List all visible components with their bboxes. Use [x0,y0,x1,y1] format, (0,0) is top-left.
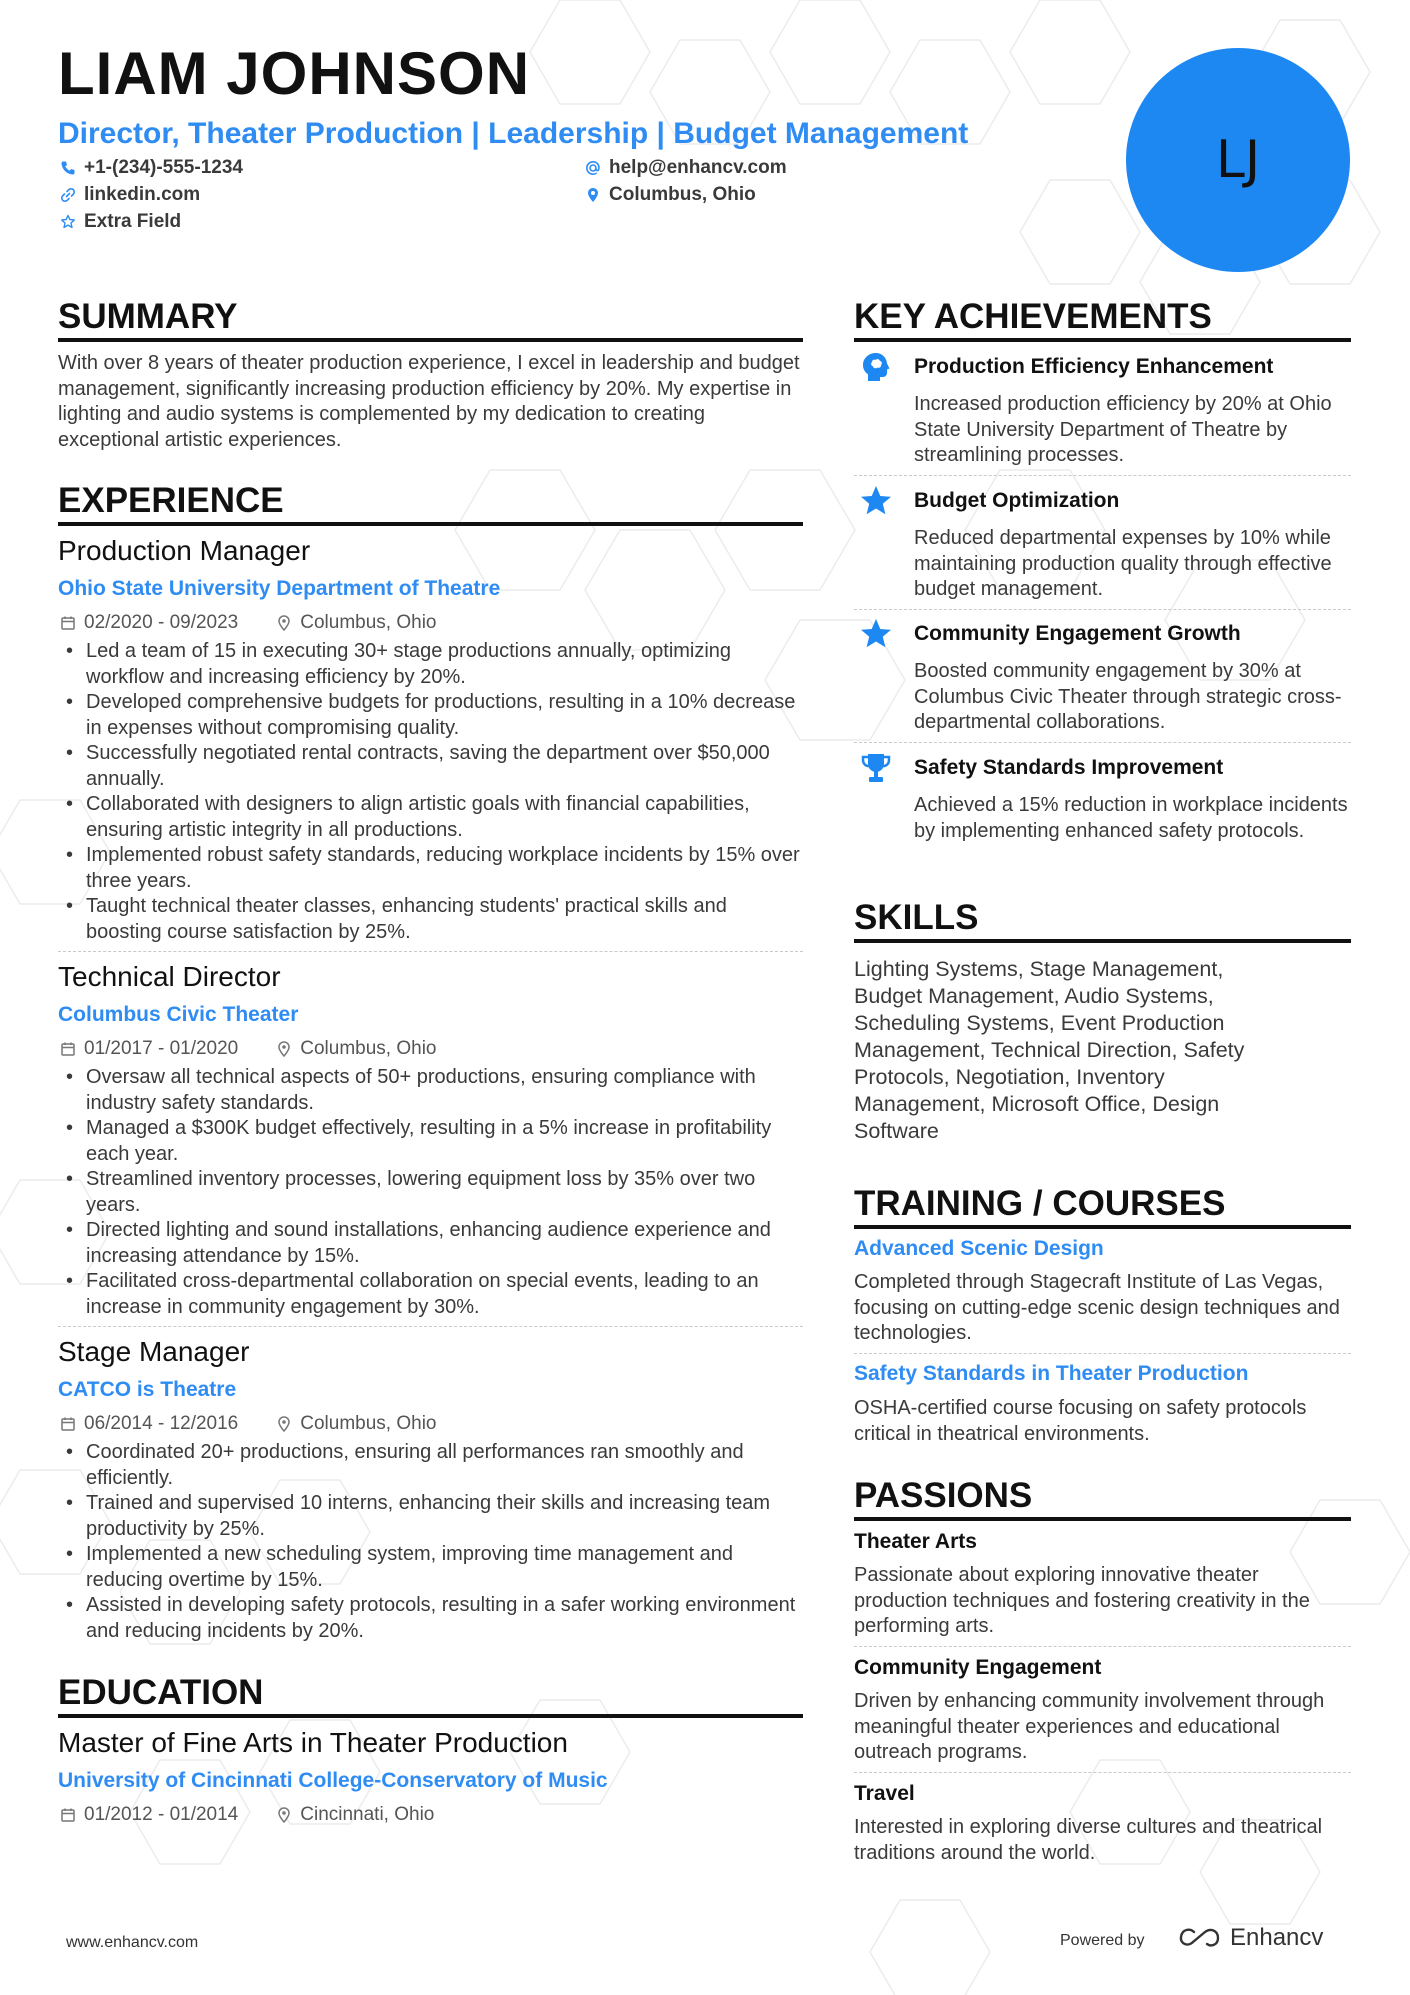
star-outline-icon [60,214,76,230]
skills-text: Lighting Systems, Stage Management, Budget Management, Audio Systems, Scheduling Systems, Event Production Management, Technical Direction, Safety Protocols, Negotiation, Inventory Management, Microsoft Office, Design Software [854,957,1245,1143]
achievement-title: Budget Optimization [914,489,1120,512]
trophy-icon [859,751,893,785]
linkedin-text: linkedin.com [84,184,201,205]
extra-field-text: Extra Field [84,211,182,232]
achievement-separator [854,609,1351,610]
calendar-icon [60,1041,76,1057]
training-heading: TRAINING / COURSES [854,1184,1226,1223]
experience-heading: EXPERIENCE [58,481,284,520]
passions-divider [854,1517,1351,1521]
skills-divider [854,939,1351,943]
passion-title: Theater Arts [854,1530,977,1553]
map-pin-icon [276,1807,292,1823]
passion-separator [854,1646,1351,1647]
map-pin-icon [276,1416,292,1432]
job-meta [60,1413,436,1435]
job-location: Columbus, Ohio [300,1038,437,1059]
brain-head-icon [859,350,893,384]
email-contact[interactable] [585,157,787,179]
summary-heading: SUMMARY [58,297,238,336]
job-bullet: • Developed comprehensive budgets for productions, resulting in a 10% decrease in expenses without compromising quality. [58,690,803,741]
job-bullet: • Taught technical theater classes, enhancing students' practical skills and boosting course satisfaction by 25%. [58,894,803,945]
course-title[interactable]: Advanced Scenic Design [854,1237,1104,1260]
map-pin-icon [585,187,601,203]
achievements-heading: KEY ACHIEVEMENTS [854,297,1212,336]
passion-text: Passionate about exploring innovative theater production techniques and fostering creativity in the performing arts. [854,1564,1310,1637]
passion-separator [854,1772,1351,1773]
job-meta [60,1038,436,1060]
job-bullet: • Managed a $300K budget effectively, resulting in a 5% increase in profitability each year. [58,1116,803,1167]
skills-heading: SKILLS [854,898,979,937]
job-bullet: • Coordinated 20+ productions, ensuring all performances ran smoothly and efficiently. [58,1440,803,1491]
summary-text: With over 8 years of theater production experience, I excel in leadership and budget management, significantly increasing production efficiency by 20%. My expertise in lighting and audio systems is complemented by my dedication to creating exceptional artistic experiences. [58,352,800,451]
job-bullet: • Led a team of 15 in executing 30+ stage productions annually, optimizing workflow and increasing efficiency by 20%. [58,639,803,690]
star-icon [859,484,893,518]
job-bullets [58,639,803,945]
course-text: OSHA-certified course focusing on safety protocols critical in theatrical environments. [854,1397,1307,1445]
job-bullets [58,1065,803,1320]
phone-text: +1-(234)-555-1234 [84,157,243,178]
footer-site-link[interactable]: www.enhancv.com [66,1934,199,1951]
phone-contact[interactable] [60,157,243,179]
passion-text: Driven by enhancing community involvement through meaningful theater experiences and educational outreach programs. [854,1690,1325,1763]
enhancv-brand-text: Enhancv [1230,1924,1324,1951]
job-dates: 06/2014 - 12/2016 [84,1413,239,1434]
achievement-title: Production Efficiency Enhancement [914,355,1274,378]
headline: Director, Theater Production | Leadership | Budget Management [58,117,969,150]
job-company[interactable]: Columbus Civic Theater [58,1003,299,1026]
job-bullet: • Streamlined inventory processes, lowering equipment loss by 35% over two years. [58,1167,803,1218]
job-bullet: • Implemented a new scheduling system, improving time management and reducing overtime by 15%. [58,1542,803,1593]
link-icon [60,187,76,203]
passion-text: Interested in exploring diverse cultures and theatrical traditions around the world. [854,1816,1323,1864]
job-dates: 02/2020 - 09/2023 [84,612,239,633]
location-contact [585,184,756,206]
job-location: Columbus, Ohio [300,1413,437,1434]
education-dates: 01/2012 - 01/2014 [84,1804,239,1825]
achievement-text: Achieved a 15% reduction in workplace incidents by implementing enhanced safety protocols. [914,794,1348,842]
map-pin-icon [276,1041,292,1057]
calendar-icon [60,1416,76,1432]
email-text: help@enhancv.com [609,157,787,178]
enhancv-logo-icon [1178,1926,1222,1950]
achievement-text: Increased production efficiency by 20% at Ohio State University Department of Theatre by streamlining processes. [914,393,1332,466]
job-bullet: • Oversaw all technical aspects of 50+ productions, ensuring compliance with industry safety standards. [58,1065,803,1116]
achievements-divider [854,338,1351,342]
education-degree: Master of Fine Arts in Theater Production [58,1727,568,1758]
job-bullet: • Assisted in developing safety protocols, resulting in a safer working environment and reducing incidents by 20%. [58,1593,803,1644]
job-separator [58,951,803,952]
achievement-separator [854,475,1351,476]
job-dates: 01/2017 - 01/2020 [84,1038,239,1059]
job-role: Stage Manager [58,1336,250,1367]
passion-title: Community Engagement [854,1656,1102,1679]
job-location: Columbus, Ohio [300,612,437,633]
job-role: Production Manager [58,535,311,566]
candidate-name: LIAM JOHNSON [58,40,531,107]
education-location: Cincinnati, Ohio [300,1804,435,1825]
achievement-separator [854,742,1351,743]
education-meta [60,1804,434,1826]
achievement-title: Safety Standards Improvement [914,756,1224,779]
education-heading: EDUCATION [58,1673,264,1712]
job-company[interactable]: CATCO is Theatre [58,1378,237,1401]
map-pin-icon [276,615,292,631]
experience-divider [58,522,803,526]
at-sign-icon [585,160,601,176]
job-meta [60,612,436,634]
phone-icon [60,160,76,176]
job-bullets [58,1440,803,1644]
summary-divider [58,338,803,342]
job-bullet: • Implemented robust safety standards, reducing workplace incidents by 15% over three years. [58,843,803,894]
course-separator [854,1353,1351,1354]
star-icon [859,617,893,651]
powered-by-label: Powered by [1060,1932,1145,1949]
passions-heading: PASSIONS [854,1476,1033,1515]
education-divider [58,1714,803,1718]
extra-field-contact [60,211,181,233]
education-school[interactable]: University of Cincinnati College-Conservatory of Music [58,1769,608,1792]
achievement-text: Boosted community engagement by 30% at Columbus Civic Theater through strategic cross-departmental collaborations. [914,660,1342,733]
job-bullet: • Facilitated cross-departmental collaboration on special events, leading to an increase in community engagement by 30%. [58,1269,803,1320]
achievement-text: Reduced departmental expenses by 10% while maintaining production quality through effective budget management. [914,527,1332,600]
calendar-icon [60,1807,76,1823]
location-text: Columbus, Ohio [609,184,756,205]
achievement-title: Community Engagement Growth [914,622,1241,645]
job-bullet: • Collaborated with designers to align artistic goals with financial capabilities, ensuring artistic integrity in all productions. [58,792,803,843]
job-role: Technical Director [58,961,281,992]
job-separator [58,1326,803,1327]
job-bullet: • Successfully negotiated rental contracts, saving the department over $50,000 annually. [58,741,803,792]
calendar-icon [60,615,76,631]
passion-title: Travel [854,1782,915,1805]
avatar: LJ [1126,48,1350,272]
training-divider [854,1225,1351,1229]
job-company[interactable]: Ohio State University Department of Theatre [58,577,501,600]
linkedin-contact[interactable] [60,184,200,206]
job-bullet: • Trained and supervised 10 interns, enhancing their skills and increasing team productivity by 25%. [58,1491,803,1542]
course-title[interactable]: Safety Standards in Theater Production [854,1362,1249,1385]
enhancv-logo[interactable] [1178,1924,1323,1952]
course-text: Completed through Stagecraft Institute of Las Vegas, focusing on cutting-edge scenic design techniques and technologies. [854,1271,1340,1344]
job-bullet: • Directed lighting and sound installations, enhancing audience experience and increasing attendance by 15%. [58,1218,803,1269]
